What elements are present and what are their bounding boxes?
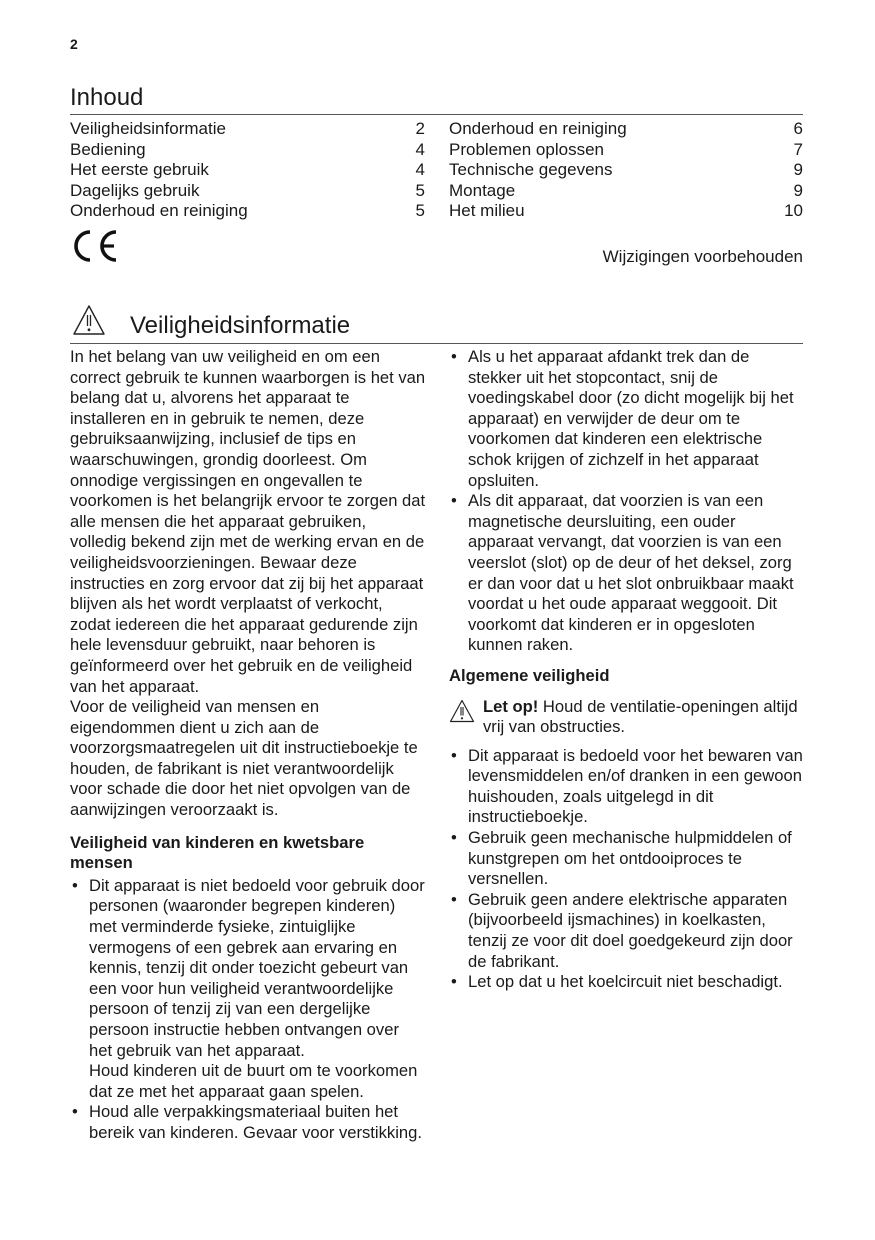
toc-entry-page: 9 xyxy=(793,180,803,200)
list-item-text: Dit apparaat is bedoeld voor het bewaren van levensmiddelen en/of dranken in een gewoon huishouden, zoals uitgelegd in dit instructieboekje. xyxy=(468,745,803,827)
general-heading: Algemene veiligheid xyxy=(449,665,610,685)
intro-paragraph: In het belang van uw veiligheid en om een correct gebruik te kunnen waarborgen is het van belang dat u, alvorens het apparaat te installeren en in gebruik te nemen, deze gebruiksaanwijzing, inclusief de tips en waarschuwingen, grondig doorleest. Om onnodige vergissingen en ongevallen te voorkomen is het belangrijk ervoor te zorgen dat alle mensen die het apparaat gebruiken, volledig bekend zijn met de werking ervan en de veiligheidsvoorzieningen. Bewaar deze instructies en zorg ervoor dat zij bij het apparaat blijven als het wordt verplaatst of verkocht, zodat iedereen die het apparaat gedurende zijn hele levensduur gebruikt, naar behoren is geïnformeerd over het gebruik en de veiligheid van het apparaat. xyxy=(70,347,426,696)
toc-entry-page: 9 xyxy=(793,160,803,180)
list-item xyxy=(449,347,805,491)
toc-entry-page: 4 xyxy=(415,160,425,180)
toc-rule xyxy=(70,114,803,115)
list-item-text: Houd alle verpakkingsmateriaal buiten het bereik van kinderen. Gevaar voor verstikking. xyxy=(89,1102,422,1142)
toc-entry-label: Veiligheidsinformatie xyxy=(70,119,226,138)
children-list xyxy=(70,876,426,1144)
toc-entry-label: Het milieu xyxy=(449,201,525,221)
changes-note: Wijzigingen voorbehouden xyxy=(602,247,803,266)
toc-entry-page: 2 xyxy=(415,119,425,138)
warning-icon xyxy=(449,699,475,723)
toc-entry-page: 10 xyxy=(784,201,803,221)
toc-entry[interactable] xyxy=(70,160,425,181)
warning-triangle-icon xyxy=(72,304,106,336)
children-heading: Veiligheid van kinderen en kwetsbare mensen xyxy=(70,832,365,873)
toc-entry-label: Dagelijks gebruik xyxy=(70,180,200,200)
toc-entry[interactable] xyxy=(70,201,425,222)
toc-left-column xyxy=(70,119,425,222)
list-item-text: Let op dat u het koelcircuit niet beschadigt. xyxy=(468,972,783,992)
list-item-extra-text: Houd kinderen uit de buurt om te voorkomen dat ze met het apparaat gaan spelen. xyxy=(89,1061,418,1101)
list-item-text: Gebruik geen andere elektrische apparaten (bijvoorbeeld ijsmachines) in koelkasten, tenzij ze voor dit doel goedgekeurd zijn door de fabrikant. xyxy=(468,889,793,971)
toc-entry-label: Montage xyxy=(449,180,516,200)
section-title: Veiligheidsinformatie xyxy=(130,312,351,339)
list-item xyxy=(449,746,805,828)
toc-entry-label: Technische gegevens xyxy=(449,160,613,180)
list-item xyxy=(449,828,805,890)
toc-entry[interactable] xyxy=(449,201,803,222)
toc-title: Inhoud xyxy=(70,84,144,111)
toc-entry[interactable] xyxy=(449,119,803,140)
toc-entry[interactable] xyxy=(449,160,803,181)
warning-text: Houd de ventilatie-openingen altijd vrij van obstructies. xyxy=(483,696,798,737)
warning-text-block xyxy=(483,697,805,738)
intro-paragraph-2: Voor de veiligheid van mensen en eigendommen dient u zich aan de voorzorgsmaatregelen uit dit instructieboekje te houden, de fabrikant is niet verantwoordelijk voor schade die door het niet opvolgen van de aanwijzingen veroorzaakt is. xyxy=(70,697,418,820)
toc-entry[interactable] xyxy=(449,181,803,202)
toc-entry-page: 5 xyxy=(415,180,425,200)
toc-right-column xyxy=(449,119,803,222)
disposal-list xyxy=(449,347,805,656)
left-column xyxy=(70,347,426,1144)
ce-mark xyxy=(70,228,120,264)
list-item-text: Als dit apparaat, dat voorzien is van een magnetische deursluiting, een ouder apparaat vervangt, dat voorzien is van een veerslot (slot) op de deur of het deksel, zorg er dan voor dat u het slot onbruikbaar maakt voordat u het oude apparaat weggooit. Dit voorkomt dat kinderen er in opgesloten kunnen raken. xyxy=(468,491,794,655)
toc-entry-page: 4 xyxy=(415,139,425,159)
toc-entry[interactable] xyxy=(70,181,425,202)
toc-entry-label: Onderhoud en reiniging xyxy=(70,201,248,221)
list-item xyxy=(70,876,426,1103)
toc-entry-page: 7 xyxy=(793,139,803,159)
toc-entry-page: 5 xyxy=(415,201,425,221)
toc-entry-label: Problemen oplossen xyxy=(449,139,604,159)
right-column xyxy=(449,347,805,993)
toc-entry-label: Bediening xyxy=(70,139,146,159)
toc-entry[interactable] xyxy=(449,140,803,161)
list-item-text: Als u het apparaat afdankt trek dan de stekker uit het stopcontact, snij de voedingskabel door (zo dicht mogelijk bij het apparaat) en verwijder de deur om te voorkomen dat kinderen een elektrische schok krijgen of zichzelf in het apparaat opsluiten. xyxy=(468,347,794,490)
toc-entry-label: Onderhoud en reiniging xyxy=(449,119,627,138)
list-item xyxy=(449,890,805,972)
toc-entry-page: 6 xyxy=(793,119,803,138)
section-rule xyxy=(70,343,803,344)
toc-entry[interactable] xyxy=(70,140,425,161)
warning-label: Let op! xyxy=(483,696,539,716)
page-number: 2 xyxy=(70,36,78,52)
list-item xyxy=(449,491,805,656)
list-item xyxy=(449,972,805,993)
list-item-text: Dit apparaat is niet bedoeld voor gebruik door personen (waaronder begrepen kinderen) met verminderde fysieke, zintuiglijke vermogens of een gebrek aan ervaring en kennis, tenzij dit onder toezicht gebeurt van een voor hun veiligheid verantwoordelijke persoon of tenzij zij van een dergelijke persoon instructie hebben ontvangen over het gebruik van het apparaat. xyxy=(89,875,425,1060)
warning-note xyxy=(449,697,805,738)
list-item xyxy=(70,1102,426,1143)
toc-entry-label: Het eerste gebruik xyxy=(70,160,209,180)
general-list xyxy=(449,746,805,993)
list-item-text: Gebruik geen mechanische hulpmiddelen of kunstgrepen om het ontdooiproces te versnellen. xyxy=(468,828,792,889)
toc-entry[interactable] xyxy=(70,119,425,140)
